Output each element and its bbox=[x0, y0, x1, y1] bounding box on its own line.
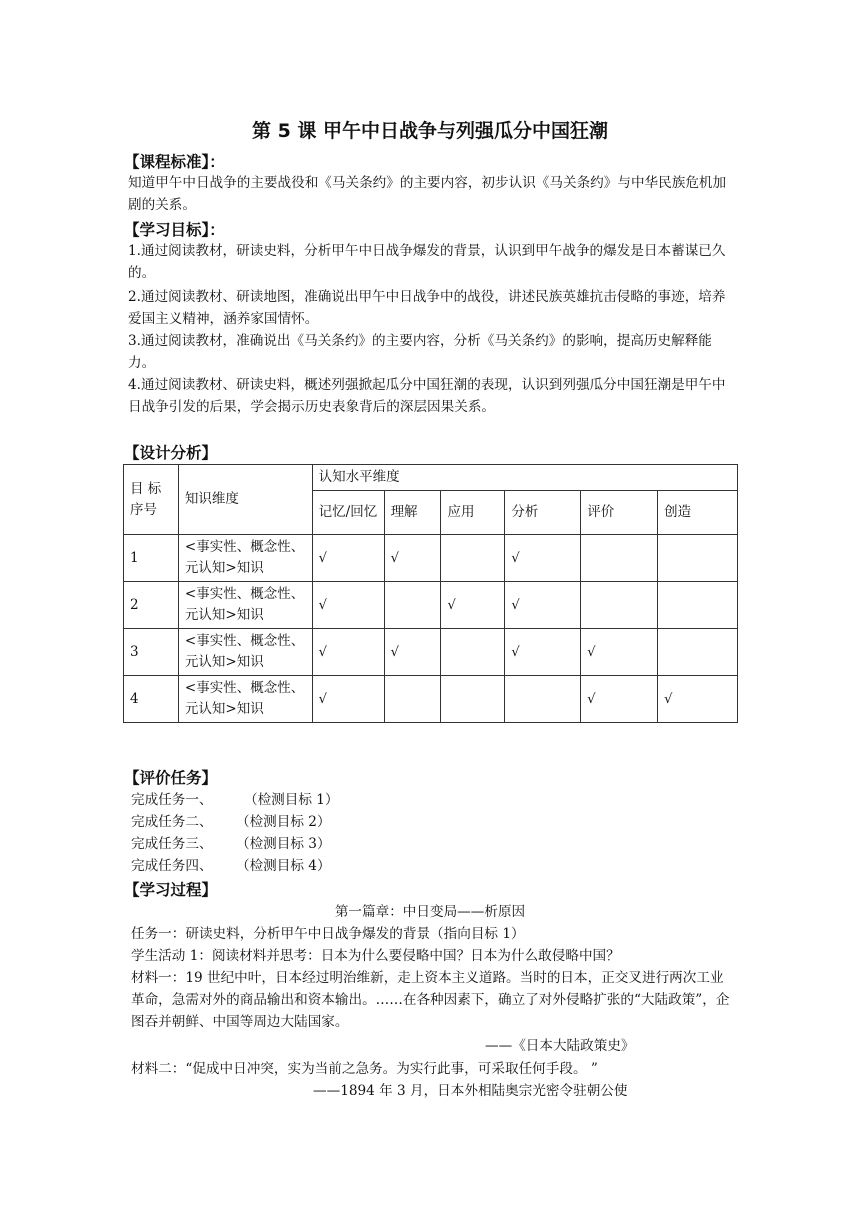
check-mark: √ bbox=[505, 582, 581, 629]
header-level-create: 创造 bbox=[658, 491, 738, 535]
design-analysis-table bbox=[123, 464, 738, 723]
check-mark: √ bbox=[658, 676, 738, 723]
task-target: （检测目标 2） bbox=[236, 814, 331, 830]
learning-goal-4: 4.通过阅读教材、研读史料，概述列强掀起瓜分中国狂潮的表现，认识到列强瓜分中国狂潮是甲午中日战争引发的后果，学会揭示历史表象背后的深层因果关系。 bbox=[128, 377, 726, 415]
mark-cell bbox=[384, 582, 441, 629]
row-number: 4 bbox=[124, 676, 179, 723]
row-knowledge: <事实性、概念性、元认知>知识 bbox=[178, 582, 312, 629]
check-mark: √ bbox=[505, 629, 581, 676]
mark-cell bbox=[658, 535, 738, 582]
task-label: 完成任务四、 bbox=[131, 858, 213, 874]
check-mark: √ bbox=[505, 535, 581, 582]
header-level-evaluate: 评价 bbox=[581, 491, 658, 535]
mark-cell bbox=[441, 629, 505, 676]
task-target: （检测目标 4） bbox=[236, 858, 331, 874]
check-mark: √ bbox=[384, 629, 441, 676]
header-level-understand: 理解 bbox=[384, 491, 441, 535]
table-row bbox=[124, 535, 738, 582]
material-two-source: ——1894 年 3 月，日本外相陆奥宗光密令驻朝公使 bbox=[313, 1083, 628, 1099]
check-mark: √ bbox=[581, 676, 658, 723]
row-knowledge: <事实性、概念性、元认知>知识 bbox=[178, 535, 312, 582]
mark-cell bbox=[658, 582, 738, 629]
check-mark: √ bbox=[441, 582, 505, 629]
learning-goal-3: 3.通过阅读教材，准确说出《马关条约》的主要内容，分析《马关条约》的影响，提高历史解释能力。 bbox=[128, 333, 712, 371]
learning-process-heading: 【学习过程】 bbox=[124, 881, 218, 899]
mark-cell bbox=[441, 676, 505, 723]
course-standard-text: 知道甲午中日战争的主要战役和《马关条约》的主要内容，初步认识《马关条约》与中华民族危机加剧的关系。 bbox=[128, 175, 727, 213]
mark-cell bbox=[441, 535, 505, 582]
row-knowledge: <事实性、概念性、元认知>知识 bbox=[178, 676, 312, 723]
check-mark: √ bbox=[312, 629, 384, 676]
header-level-remember: 记忆/回忆 bbox=[312, 491, 384, 535]
material-one-source: ——《日本大陆政策史》 bbox=[485, 1038, 635, 1054]
task-label: 完成任务三、 bbox=[131, 836, 213, 852]
mark-cell bbox=[658, 629, 738, 676]
page-title: 第 5 课 甲午中日战争与列强瓜分中国狂潮 bbox=[251, 120, 609, 142]
check-mark: √ bbox=[312, 535, 384, 582]
row-number: 1 bbox=[124, 535, 179, 582]
check-mark: √ bbox=[581, 629, 658, 676]
check-mark: √ bbox=[384, 535, 441, 582]
row-number: 2 bbox=[124, 582, 179, 629]
header-knowledge-dimension: 知识维度 bbox=[178, 465, 312, 535]
task-target: （检测目标 1） bbox=[244, 792, 339, 808]
learning-goals-heading: 【学习目标】： bbox=[124, 221, 225, 239]
mark-cell bbox=[581, 535, 658, 582]
material-one-text: 材料一：19 世纪中叶，日本经过明治维新，走上资本主义道路。当时的日本，正交叉进行两次工业革命，急需对外的商品输出和资本输出。……在各种因素下，确立了对外侵略扩张的“大陆政策”，企图吞并朝鲜、中国等周边大陆国家。 bbox=[131, 970, 730, 1030]
task-one-text: 任务一：研读史料，分析甲午中日战争爆发的背景（指向目标 1） bbox=[131, 926, 525, 942]
check-mark: √ bbox=[312, 582, 384, 629]
evaluation-heading: 【评价任务】 bbox=[124, 769, 218, 787]
table-row bbox=[124, 676, 738, 723]
header-target-number: 目 标序号 bbox=[124, 465, 179, 535]
row-knowledge: <事实性、概念性、元认知>知识 bbox=[178, 629, 312, 676]
check-mark: √ bbox=[312, 676, 384, 723]
mark-cell bbox=[505, 676, 581, 723]
row-number: 3 bbox=[124, 629, 179, 676]
learning-goal-2: 2.通过阅读教材、研读地图，准确说出甲午中日战争中的战役，讲述民族英雄抗击侵略的事迹，培养爱国主义精神，涵养家国情怀。 bbox=[128, 289, 726, 327]
table-row bbox=[124, 629, 738, 676]
material-two-text: 材料二：“促成中日冲突，实为当前之急务。为实行此事，可采取任何手段。 ” bbox=[131, 1061, 598, 1077]
header-level-apply: 应用 bbox=[441, 491, 505, 535]
course-standard-heading: 【课程标准】： bbox=[124, 153, 225, 171]
header-cognition-dimension: 认知水平维度 bbox=[312, 465, 737, 491]
task-label: 完成任务二、 bbox=[131, 814, 213, 830]
chapter-title: 第一篇章：中日变局——析原因 bbox=[334, 904, 526, 920]
design-analysis-heading: 【设计分析】 bbox=[124, 444, 218, 462]
learning-goal-1: 1.通过阅读教材，研读史料，分析甲午中日战争爆发的背景，认识到甲午战争的爆发是日本蓄谋已久的。 bbox=[128, 243, 726, 281]
activity-one-text: 学生活动 1：阅读材料并思考：日本为什么要侵略中国？日本为什么敢侵略中国？ bbox=[131, 948, 620, 964]
task-label: 完成任务一、 bbox=[131, 792, 213, 808]
header-level-analyze: 分析 bbox=[505, 491, 581, 535]
mark-cell bbox=[581, 582, 658, 629]
table-row bbox=[124, 582, 738, 629]
task-target: （检测目标 3） bbox=[236, 836, 331, 852]
mark-cell bbox=[384, 676, 441, 723]
